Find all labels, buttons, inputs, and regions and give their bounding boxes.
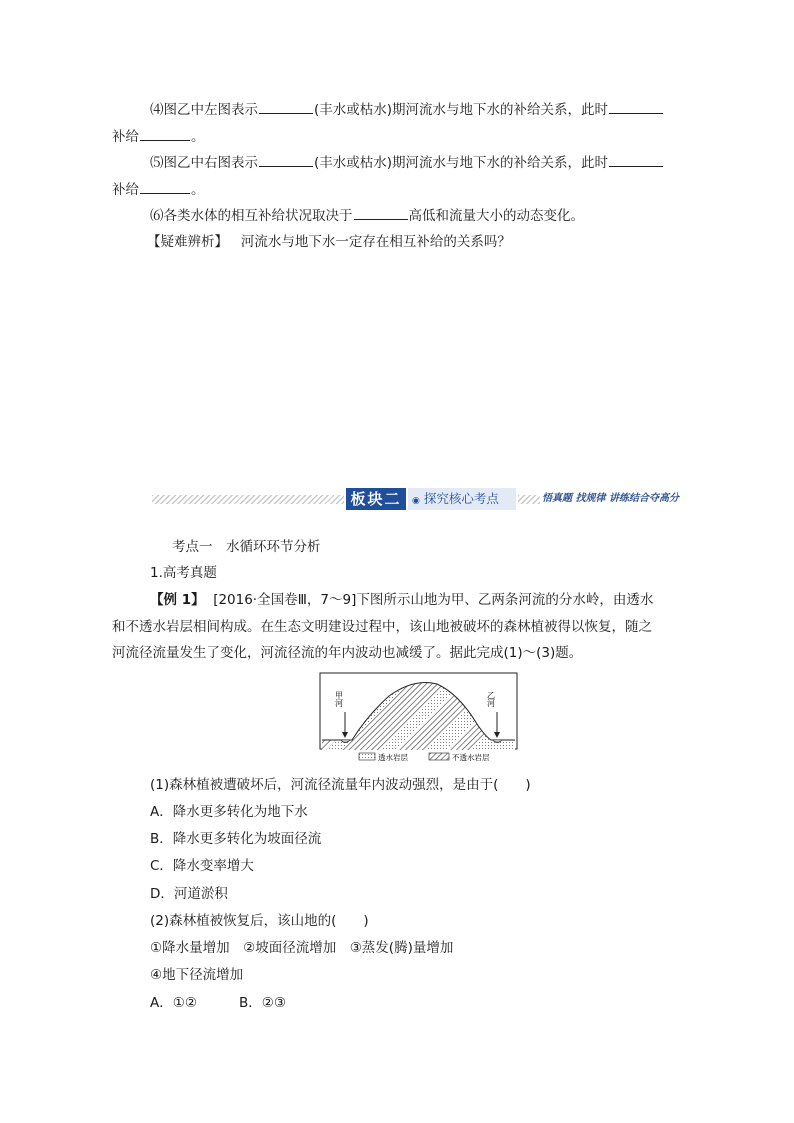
banner-subtitle-text: 探究核心考点 [423,491,499,506]
legend-permeable-swatch [359,753,375,760]
q4-line2 [112,126,205,147]
q5-text-a: ⑸图乙中右图表示 [150,155,258,171]
q5-blank-2[interactable] [609,152,663,167]
banner-subtitle [408,488,516,510]
q4-text-d: 。 [191,129,205,145]
example-label: 【例 1】 [150,592,205,608]
question2-items-2: ④地下径流增加 [150,967,244,983]
example-line1 [150,590,653,610]
river-right-label: 乙河 [486,691,496,707]
q4-blank-1[interactable] [259,99,313,114]
kaodian-heading: 考点一 水循环环节分析 [172,539,321,555]
legend-impermeable-swatch [429,753,449,760]
q4-text-a: ⑷图乙中左图表示 [150,102,258,118]
q6-line [150,205,584,226]
geology-figure [319,672,518,764]
question1-option-c[interactable]: C．降水变率增大 [150,858,254,874]
yinan-label: 【疑难辨析】 [147,234,228,250]
q5-text-c: 补给 [112,182,139,198]
q5-blank-1[interactable] [259,152,313,167]
q5-line2 [112,179,205,200]
q6-text-a: ⑹各类水体的相互补给状况取决于 [150,208,353,224]
q6-text-b: 高低和流量大小的动态变化。 [408,208,584,224]
q6-blank[interactable] [354,205,408,220]
question2-items-1: ①降水量增加 ②坡面径流增加 ③蒸发(腾)量增加 [150,940,454,956]
banner-stripes-left [152,495,344,504]
q5-text-d: 。 [191,182,205,198]
example-line3: 河流径流量发生了变化，河流径流的年内波动也减缓了。据此完成(1)～(3)题。 [112,645,583,661]
banner-slogan: 悟真题 找规律 讲练结合夺高分 [542,493,679,504]
question1-stem: (1)森林植被遭破坏后，河流径流量年内波动强烈，是由于( ) [150,777,531,793]
legend-permeable-label: 透水岩层 [378,753,408,762]
yinan-line [147,232,511,252]
question2-option-a[interactable]: A．①② [150,995,197,1011]
q5-text-b: (丰水或枯水)期河流水与地下水的补给关系，此时 [314,155,609,171]
target-icon: ◉ [412,496,420,506]
geology-diagram [319,672,518,764]
example-text-1: [2016·全国卷Ⅲ，7～9]下图所示山地为甲、乙两条河流的分水岭，由透水 [213,592,654,608]
q4-blank-2[interactable] [609,99,663,114]
legend-impermeable-label: 不透水岩层 [452,753,490,762]
banner-stripes-right [518,495,540,504]
question1-option-a[interactable]: A．降水更多转化为地下水 [150,804,308,820]
q4-blank-3[interactable] [140,126,190,141]
yinan-text: 河流水与地下水一定存在相互补给的关系吗？ [240,234,511,250]
example-line2: 和不透水岩层相间构成。在生态文明建设过程中，该山地被破坏的森林植被得以恢复，随之 [112,619,652,635]
section-banner [152,488,712,510]
question2-options [150,993,286,1013]
q4-line1 [150,99,664,120]
q5-line1 [150,152,664,173]
q5-blank-3[interactable] [140,179,190,194]
question2-option-b[interactable]: B．②③ [238,995,286,1011]
question1-option-d[interactable]: D．河道淤积 [150,886,228,902]
q4-text-c: 补给 [112,129,139,145]
question1-option-b[interactable]: B．降水更多转化为坡面径流 [150,831,322,847]
question2-stem: (2)森林植被恢复后，该山地的( ) [150,913,369,929]
q4-text-b: (丰水或枯水)期河流水与地下水的补给关系，此时 [314,102,609,118]
river-left-label: 甲河 [334,691,344,707]
section-1-heading: 1.高考真题 [150,565,217,581]
banner-title: 板块二 [346,488,406,510]
